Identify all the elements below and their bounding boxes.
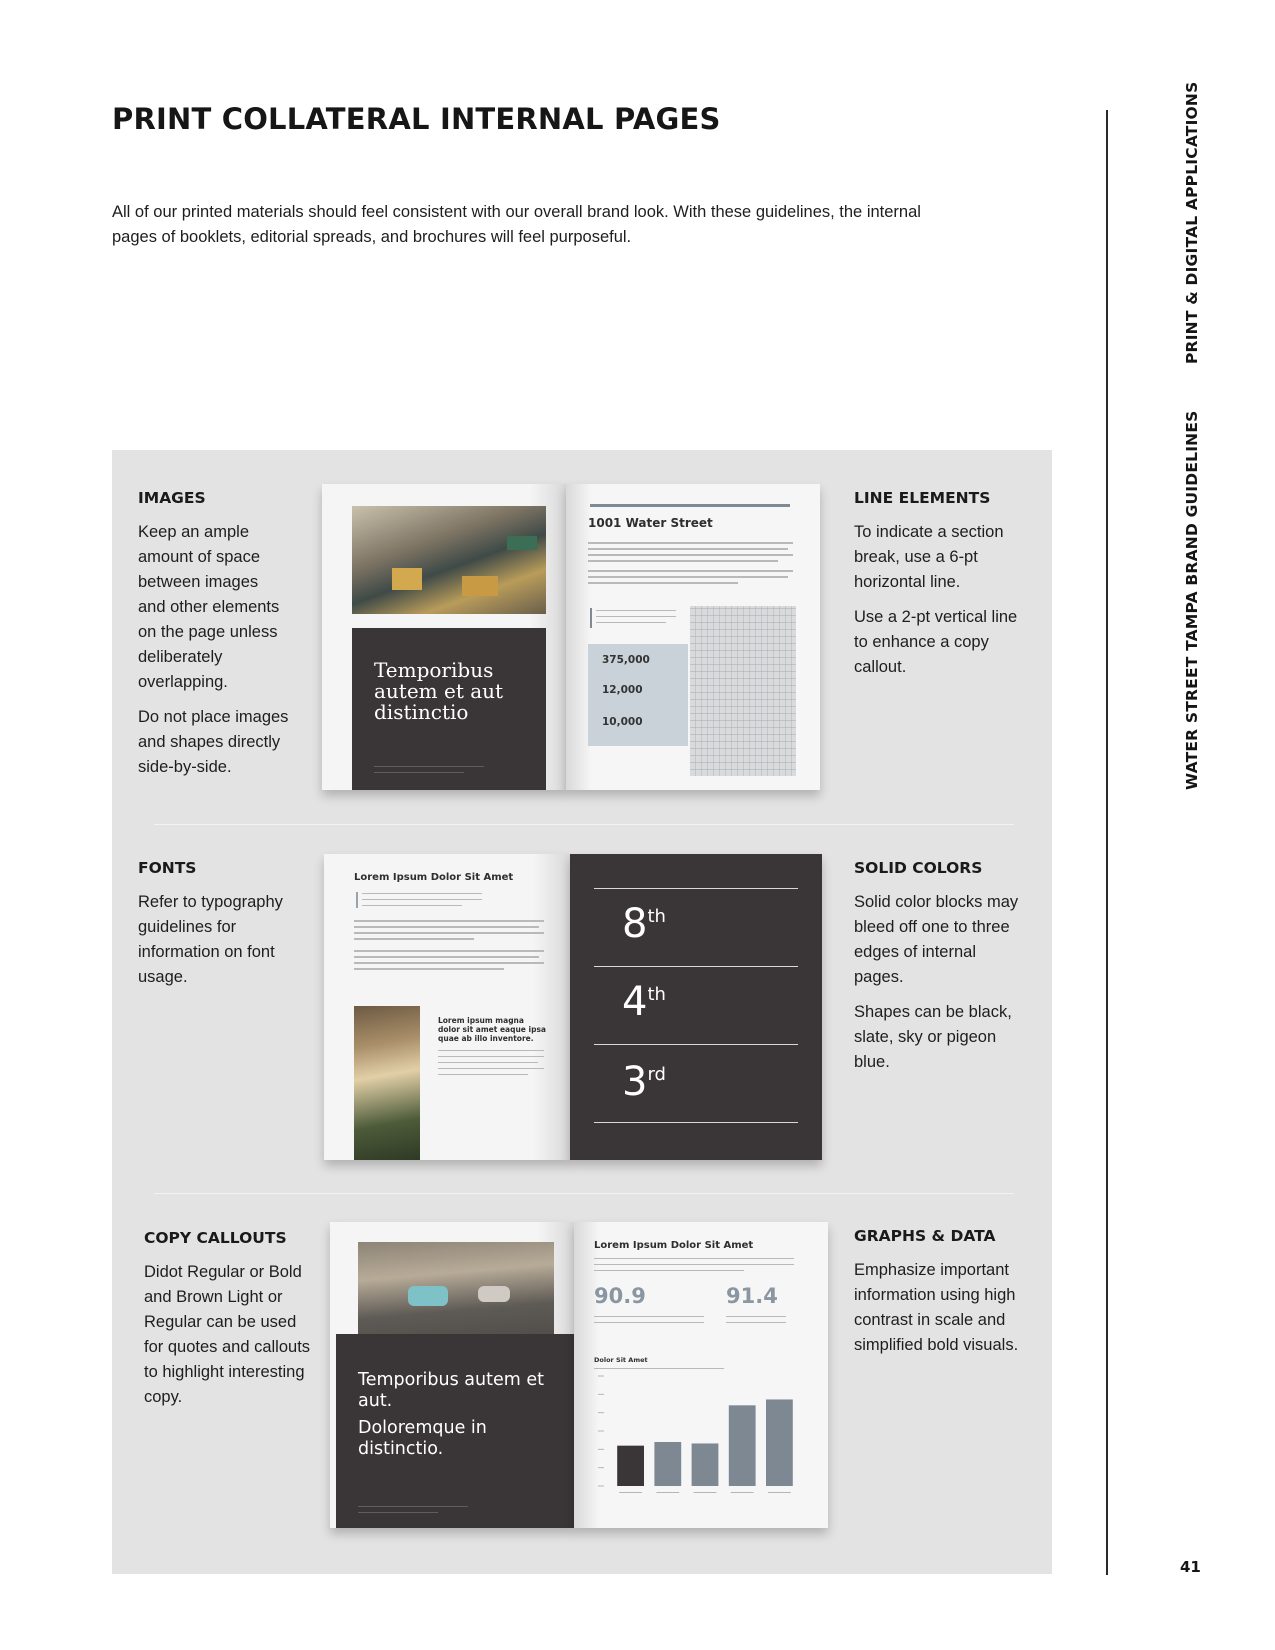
page-heading: Lorem Ipsum Dolor Sit Amet xyxy=(354,872,514,883)
spread-left-page xyxy=(322,484,566,790)
x-tick-label xyxy=(694,1492,717,1493)
copy-callouts-guideline xyxy=(144,1229,334,1420)
page-number: 41 xyxy=(1180,1558,1201,1576)
side-label-section: PRINT & DIGITAL APPLICATIONS xyxy=(1183,81,1201,364)
chart-bar xyxy=(729,1405,756,1486)
page-heading: 1001 Water Street xyxy=(588,516,713,530)
brochure-spread-fonts xyxy=(324,854,822,1160)
chart-title: Dolor Sit Amet xyxy=(594,1356,648,1364)
copy-callouts-text: Didot Regular or Bold and Brown Light or Regular can be used for quotes and callouts to highlight interesting copy. xyxy=(144,1263,311,1406)
y-tick xyxy=(598,1376,604,1377)
stats-box xyxy=(588,644,688,746)
graphs-data-heading: GRAPHS & DATA xyxy=(854,1227,996,1245)
solid-colors-guideline xyxy=(854,859,1044,1085)
graphs-data-text: Emphasize important information using high contrast in scale and simplified bold visuals. xyxy=(854,1261,1019,1354)
y-tick xyxy=(598,1412,604,1413)
stat-value: 10,000 xyxy=(602,716,643,728)
woman-photo xyxy=(354,1006,420,1160)
y-tick xyxy=(598,1486,604,1487)
restaurant-photo xyxy=(352,506,546,614)
intro-text: All of our printed materials should feel consistent with our overall brand look. With these guidelines, the internal pages of booklets, editorial spreads, and brochures will feel purposeful. xyxy=(112,203,921,246)
section-break-line xyxy=(590,504,790,507)
section-divider xyxy=(154,824,1014,825)
callout-quote: Doloremque in distinctio. xyxy=(358,1418,487,1459)
vertical-rule xyxy=(1106,110,1108,1575)
y-tick xyxy=(598,1449,604,1450)
solid-colors-text-2: Shapes can be black, slate, sky or pigeon blue. xyxy=(854,1003,1012,1071)
brochure-spread-callouts xyxy=(330,1222,828,1528)
spread-left-page xyxy=(330,1222,574,1528)
x-tick-label xyxy=(656,1492,679,1493)
y-tick xyxy=(598,1394,604,1395)
side-label-document: WATER STREET TAMPA BRAND GUIDELINES xyxy=(1183,410,1201,790)
stat-value: 375,000 xyxy=(602,654,650,666)
line-elements-heading: LINE ELEMENTS xyxy=(854,489,991,507)
ranking-stat: 8th xyxy=(622,901,666,947)
spread-left-page xyxy=(324,854,570,1160)
callout-vertical-line xyxy=(590,608,592,628)
chart-bar xyxy=(692,1443,719,1486)
images-guideline xyxy=(138,489,328,790)
section-divider xyxy=(154,1193,1014,1194)
line-elements-guideline xyxy=(854,489,1044,690)
sub-heading: Lorem ipsum magna dolor sit amet eaque ipsa quae ab illo inventore. xyxy=(438,1016,546,1043)
spread-right-page xyxy=(574,1222,828,1528)
chart-bar xyxy=(617,1446,644,1486)
fonts-guideline xyxy=(138,859,328,1000)
line-elements-text-2: Use a 2-pt vertical line to enhance a copy callout. xyxy=(854,608,1018,676)
building-illustration xyxy=(690,606,796,776)
highlight-stat: 90.9 xyxy=(594,1284,646,1308)
y-tick xyxy=(598,1431,604,1432)
fonts-heading: FONTS xyxy=(138,859,197,877)
brochure-spread-images xyxy=(322,484,820,790)
spread-right-page-solid xyxy=(570,854,822,1160)
images-text-1: Keep an ample amount of space between images and other elements on the page unless deliberately overlapping. xyxy=(138,523,280,691)
pull-quote: Temporibus autem et aut distinctio xyxy=(374,658,504,724)
images-heading: IMAGES xyxy=(138,489,206,507)
chart-bar xyxy=(766,1399,793,1486)
images-text-2: Do not place images and shapes directly side-by-side. xyxy=(138,708,289,776)
highlight-stat: 91.4 xyxy=(726,1284,778,1308)
solid-colors-text-1: Solid color blocks may bleed off one to three edges of internal pages. xyxy=(854,893,1019,986)
copy-callouts-heading: COPY CALLOUTS xyxy=(144,1229,287,1247)
x-tick-label xyxy=(731,1492,754,1493)
x-tick-label xyxy=(619,1492,642,1493)
spread-right-page xyxy=(566,484,820,790)
ranking-stat: 3rd xyxy=(622,1059,666,1105)
solid-colors-heading: SOLID COLORS xyxy=(854,859,983,877)
graphs-data-guideline xyxy=(854,1227,1044,1368)
chart-bar xyxy=(654,1442,681,1486)
ranking-stat: 4th xyxy=(622,979,666,1025)
fonts-text: Refer to typography guidelines for information on font usage. xyxy=(138,893,283,986)
page-heading: Lorem Ipsum Dolor Sit Amet xyxy=(594,1240,754,1251)
bar-chart xyxy=(594,1372,804,1498)
page-title: PRINT COLLATERAL INTERNAL PAGES xyxy=(112,102,721,136)
callout-color-block xyxy=(336,1334,574,1528)
y-tick xyxy=(598,1467,604,1468)
line-elements-text-1: To indicate a section break, use a 6-pt horizontal line. xyxy=(854,523,1004,591)
callout-quote: Temporibus autem et aut. xyxy=(358,1370,544,1411)
x-tick-label xyxy=(768,1492,791,1493)
quote-color-block xyxy=(352,628,546,790)
stat-value: 12,000 xyxy=(602,684,643,696)
